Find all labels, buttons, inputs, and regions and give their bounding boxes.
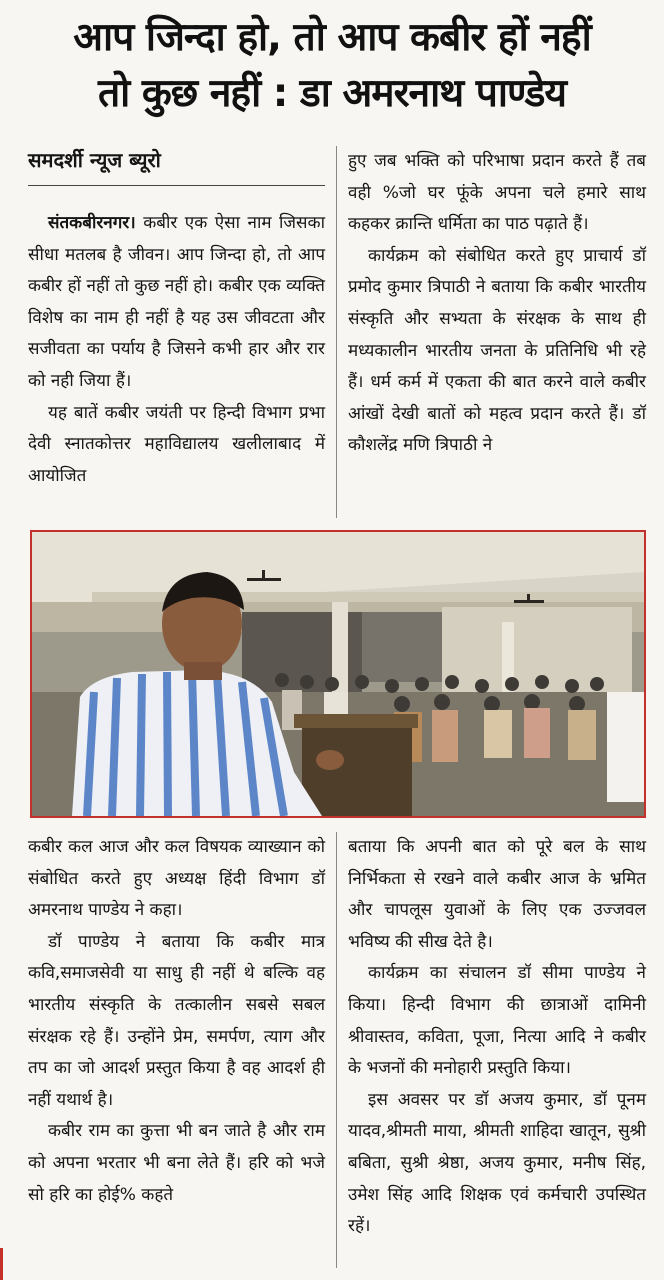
article-column-2	[348, 146, 646, 462]
event-photo-illustration	[32, 532, 644, 816]
headline-line-1: आप जिन्दा हो, तो आप कबीर हों नहीं	[73, 15, 591, 60]
article-column-4	[348, 832, 646, 1243]
paragraph: कार्यक्रम का संचालन डॉ सीमा पाण्डेय ने किया। हिन्दी विभाग की छात्राओं दामिनी श्रीवास्तव, कविता, पूजा, नित्या आदि ने कबीर के भजनों की मनोहारी प्रस्तुति किया।	[348, 963, 646, 1079]
byline: समदर्शी न्यूज ब्यूरो	[28, 148, 161, 172]
column-divider-bottom	[336, 832, 337, 1268]
event-photo	[30, 530, 646, 818]
paragraph: यह बातें कबीर जयंती पर हिन्दी विभाग प्रभा देवी स्नातकोत्तर महाविद्यालय खलीलाबाद में आयोजित	[28, 402, 325, 486]
paragraph: कबीर राम का कुत्ता भी बन जाते है और राम को अपना भरतार भी बना लेते हैं। हरि को भजे सो हरि का होई% कहते	[28, 1121, 325, 1205]
article-column-3	[28, 832, 325, 1211]
paragraph: इस अवसर पर डॉ अजय कुमार, डॉ पूनम यादव,श्रीमती माया, श्रीमती शाहिदा खातून, सुश्री बबिता, सुश्री श्रेष्ठा, अजय कुमार, मनीष सिंह, उमेश सिंह आदि शिक्षक एवं कर्मचारी उपस्थित रहें।	[348, 1089, 646, 1237]
paragraph: बताया कि अपनी बात को पूरे बल के साथ निर्भिकता से रखने वाले कबीर आज के भ्रमित और चापलूस युवाओं के लिए एक उज्जवल भविष्य की सीख देते है।	[348, 837, 646, 952]
paragraph: कार्यक्रम को संबोधित करते हुए प्राचार्य डॉ प्रमोद कुमार त्रिपाठी ने बताया कि कबीर भारतीय संस्कृति और सभ्यता के संरक्षक के साथ ही मध्यकालीन भारतीय जनता के प्रतिनिधि भी रहे हैं। धर्म कर्म में एकता की बात करने वाले कबीर आंखों देखी बातों को महत्व प्रदान करते हैं। डॉ कौशलेंद्र मणि त्रिपाठी ने	[348, 245, 646, 456]
headline-line-2: तो कुछ नहीं : डा अमरनाथ पाण्डेय	[97, 71, 567, 116]
paragraph: डॉ पाण्डेय ने बताया कि कबीर मात्र कवि,समाजसेवी या साधु ही नहीं थे बल्कि वह भारतीय संस्कृति के तत्कालीन सबसे सबल संरक्षक रहे हैं। उन्होंने प्रेम, समर्पण, त्याग और तप का जो आदर्श प्रस्तुत किया है वह आदर्श ही नहीं यथार्थ है।	[28, 931, 325, 1110]
paragraph: हुए जब भक्ति को परिभाषा प्रदान करते हैं तब वही %जो घर फूंके अपना चले हमारे साथ कहकर क्रान्ति धर्मिता का पाठ पढ़ाते हैं।	[348, 151, 646, 235]
paragraph	[28, 208, 325, 398]
margin-color-mark	[0, 1248, 3, 1280]
headline	[0, 10, 664, 122]
paragraph: कबीर कल आज और कल विषयक व्याख्यान को संबोधित करते हुए अध्यक्ष हिंदी विभाग डॉ अमरनाथ पाण्डेय ने कहा।	[28, 837, 325, 921]
byline-rule	[28, 185, 325, 186]
paragraph-text: कबीर एक ऐसा नाम जिसका सीधा मतलब है जीवन। आप जिन्दा हो, तो आप कबीर हों नहीं तो कुछ नहीं हो। कबीर एक व्यक्ति विशेष का नाम ही नहीं है यह उस जीवटता और सजीवता का पर्याय है जिसने कभी हार और रार को नही जिया हैं।	[28, 213, 325, 391]
column-divider-top	[336, 146, 337, 518]
dateline-place: संतकबीरनगर।	[48, 213, 136, 233]
article-column-1	[28, 208, 325, 492]
